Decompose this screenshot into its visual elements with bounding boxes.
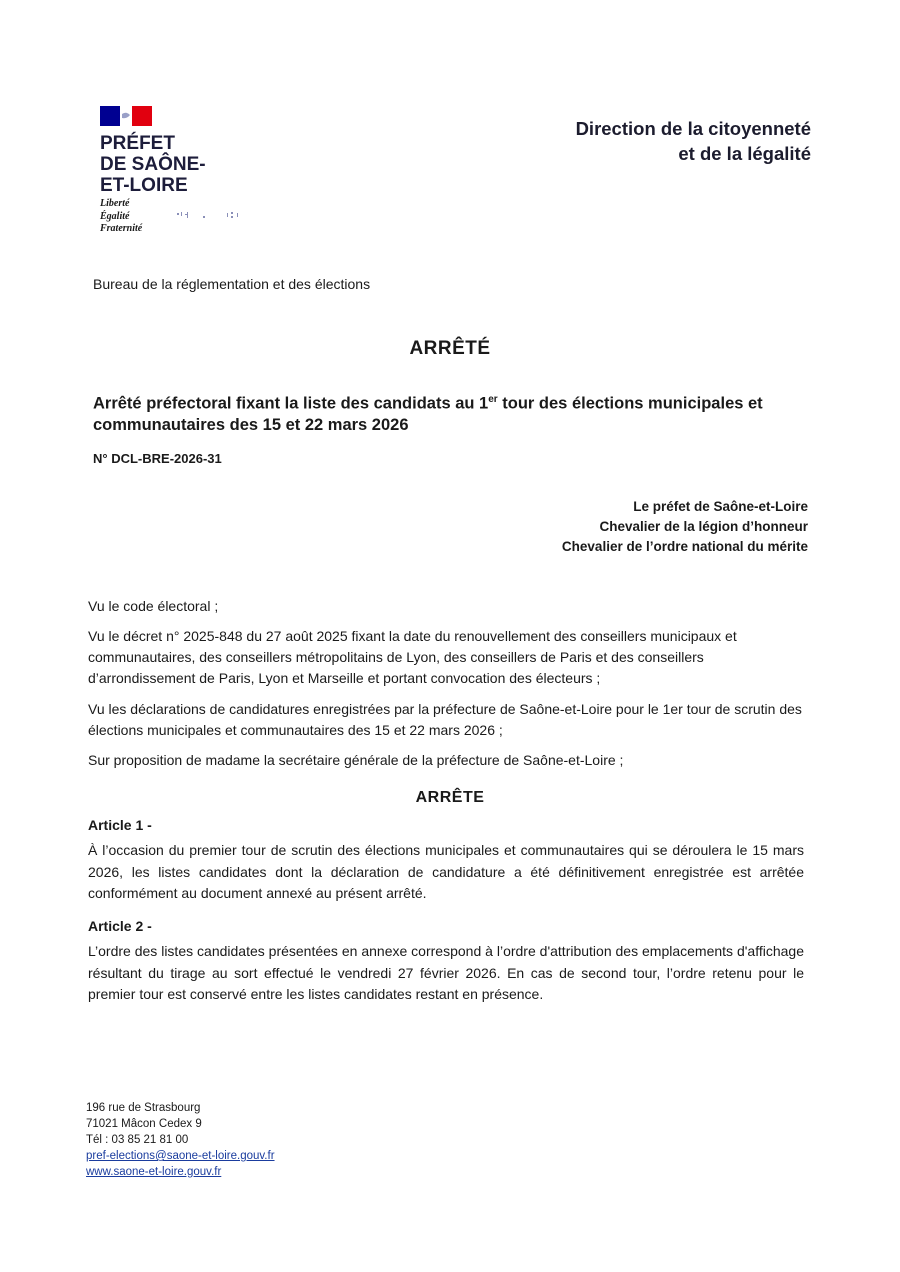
- bureau-name: Bureau de la réglementation et des élections: [93, 276, 371, 292]
- logo-name-line-2: DE SAÔNE-: [100, 154, 206, 175]
- consideration-decree: Vu le décret n° 2025-848 du 27 août 2025 fixant la date du renouvellement des conseillers municipaux et communautaires, des conseillers métropolitains de Lyon, des conseillers de Paris et des conseillers d’arrondissement de Paris, Lyon et Marseille et portant convocation des électeurs ;: [88, 628, 737, 686]
- footer-email-link[interactable]: pref-elections@saone-et-loire.gouv.fr: [86, 1150, 275, 1162]
- issuing-direction: [576, 116, 811, 166]
- subject-text-end: tour des élections municipales et communautaires des 15 et 22 mars 2026: [93, 394, 763, 434]
- motto-fraternite: Fraternité: [100, 223, 143, 234]
- consideration-code: Vu le code électoral ;: [88, 598, 219, 614]
- article-1-title: Article 1 -: [88, 817, 152, 833]
- scan-artifact-icon: [175, 210, 255, 224]
- document-title: ARRÊTÉ: [409, 338, 491, 359]
- consideration-proposal: Sur proposition de madame la secrétaire générale de la préfecture de Saône-et-Loire ;: [88, 752, 624, 768]
- republic-motto: [100, 198, 142, 236]
- consideration-declarations: Vu les déclarations de candidatures enregistrées par la préfecture de Saône-et-Loire pour le 1er tour de scrutin des élections municipales et communautaires des 15 et 22 mars 2026 ;: [88, 701, 802, 738]
- article-1-body: À l’occasion du premier tour de scrutin des élections municipales et communautaires qui se déroulera le 15 mars 2026, les listes candidates dont la déclaration de candidature a été définitivement enregistrée est arrêtée conformément au document annexé au présent arrêté.: [88, 842, 804, 901]
- subject-text-start: Arrêté préfectoral fixant la liste des candidats au 1: [93, 394, 489, 413]
- prefecture-logo-name: [100, 133, 206, 196]
- logo-name-line-1: PRÉFET: [100, 133, 175, 154]
- prefect-honour-2: Chevalier de l’ordre national du mérite: [561, 539, 808, 554]
- document-subject: [93, 389, 813, 436]
- footer-address: 196 rue de Strasbourg: [86, 1102, 201, 1114]
- prefect-honour-1: Chevalier de la légion d’honneur: [599, 519, 808, 534]
- footer-city: 71021 Mâcon Cedex 9: [86, 1118, 202, 1130]
- prefect-title: Le préfet de Saône-et-Loire: [633, 499, 808, 514]
- decree-heading: ARRÊTE: [415, 789, 485, 806]
- contact-footer: [86, 1100, 275, 1180]
- footer-phone: Tél : 03 85 21 81 00: [86, 1134, 189, 1146]
- subject-superscript: er: [488, 394, 498, 405]
- article-2-title: Article 2 -: [88, 918, 152, 934]
- logo-name-line-3: ET-LOIRE: [100, 175, 188, 196]
- decree-number: N° DCL-BRE-2026-31: [93, 451, 222, 466]
- motto-liberte: Liberté: [100, 198, 130, 209]
- marianne-flag-icon: [100, 106, 152, 126]
- motto-egalite: Égalité: [100, 210, 130, 222]
- prefect-signature-block: [562, 497, 808, 557]
- direction-line-2: et de la légalité: [678, 143, 811, 164]
- article-2-body: L’ordre des listes candidates présentées en annexe correspond à l’ordre d'attribution des emplacements d'affichage résultant du tirage au sort effectué le vendredi 27 février 2026. En cas de second tour, l’ordre retenu pour le premier tour est conservé entre les listes candidates restant en présence.: [88, 943, 804, 1002]
- footer-website-link[interactable]: www.saone-et-loire.gouv.fr: [86, 1166, 222, 1178]
- direction-line-1: Direction de la citoyenneté: [575, 118, 811, 139]
